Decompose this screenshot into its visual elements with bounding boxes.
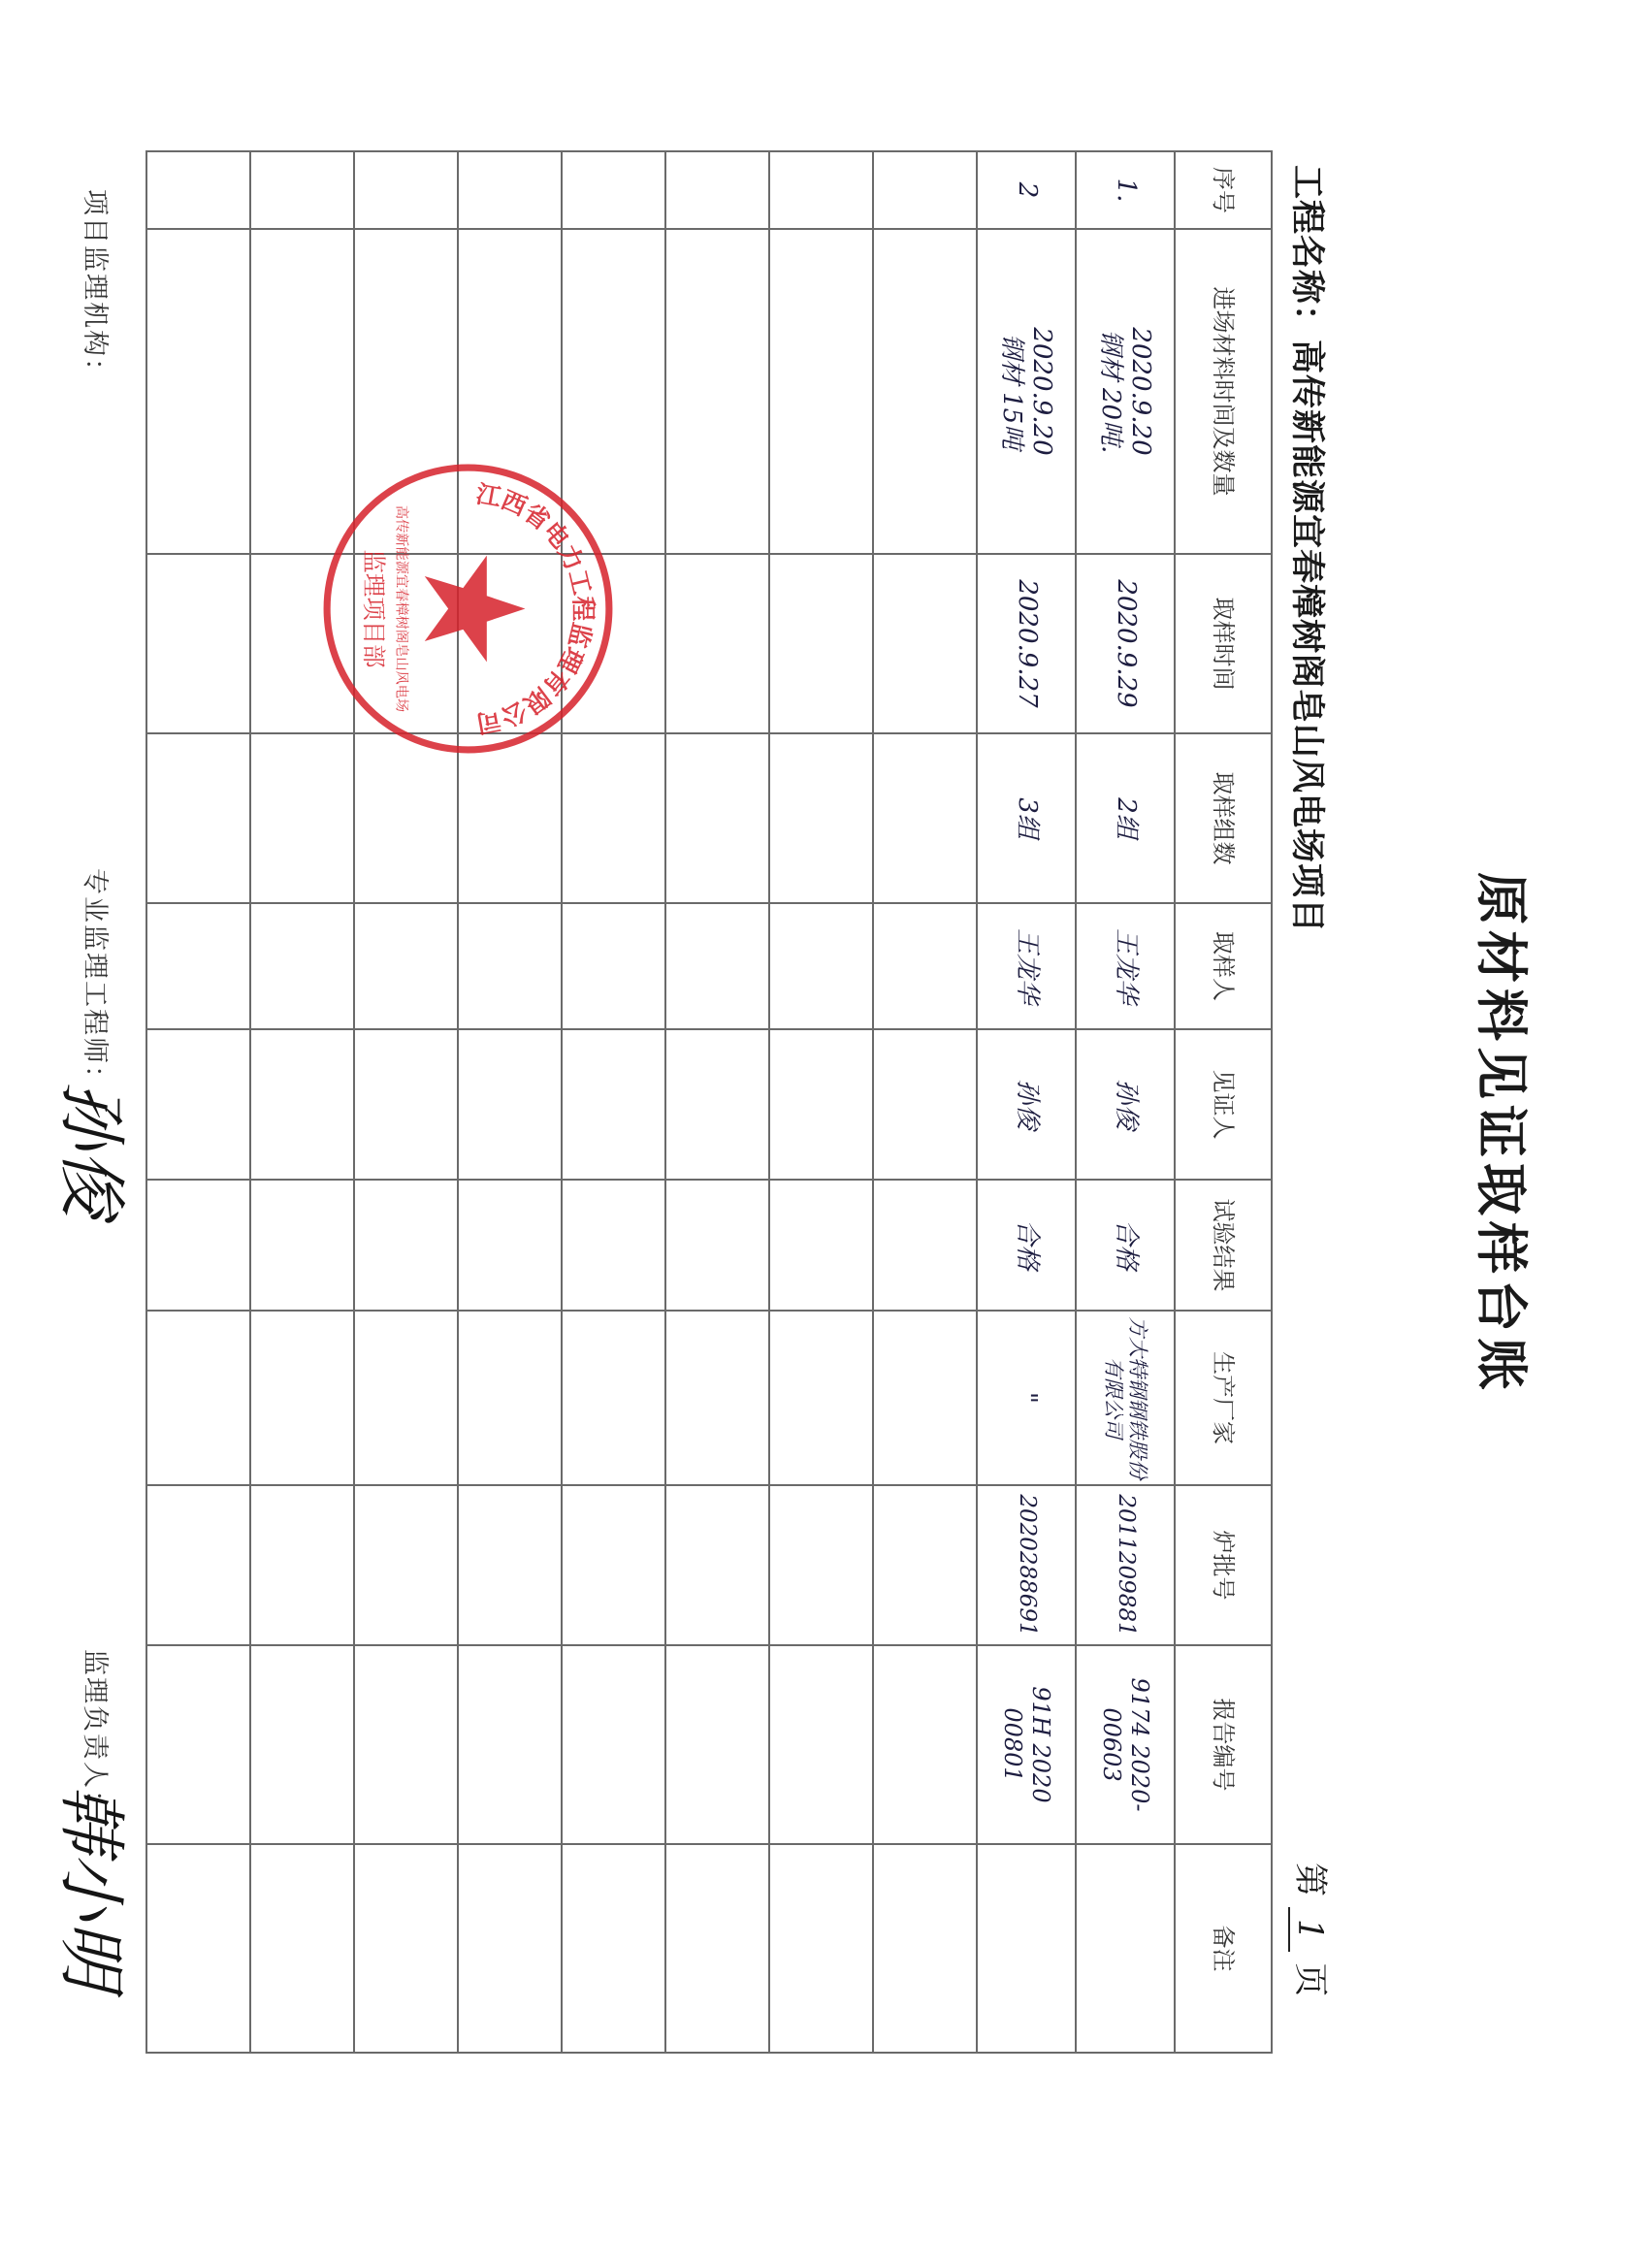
- supervision-seal-stamp: [320, 461, 616, 757]
- table-row: [562, 151, 665, 2053]
- table-row: [250, 151, 354, 2053]
- header-no: 序号: [1175, 151, 1272, 229]
- stamp-star-icon: [425, 556, 526, 663]
- table-row: [977, 151, 1076, 2053]
- table-row: [458, 151, 562, 2053]
- header-batch: 炉批号: [1175, 1485, 1272, 1645]
- ledger-body: [146, 151, 1175, 2053]
- page-suffix: 页: [1290, 1962, 1329, 1997]
- cell-sample-groups: 2组: [1076, 733, 1175, 903]
- cell-sample-groups: 3组: [977, 733, 1076, 903]
- sampling-ledger-table: [146, 150, 1273, 2054]
- cell-batch: 2011209881: [1076, 1485, 1175, 1645]
- cell-no: 1.: [1076, 151, 1175, 229]
- table-row: [769, 151, 873, 2053]
- header-sample-time: 取样时间: [1175, 554, 1272, 733]
- project-supervisor-label: 项目监理机构：: [80, 189, 110, 386]
- cell-manufacturer: 方大特钢钢铁股份有限公司: [1076, 1311, 1175, 1485]
- arrival-quantity: 钢材 15吨: [997, 333, 1026, 450]
- cell-witness: 孙俊: [1076, 1029, 1175, 1180]
- cell-manufacturer: ": [977, 1311, 1076, 1485]
- cell-sample-time: 2020.9.29: [1076, 554, 1175, 733]
- cell-witness: 孙俊: [977, 1029, 1076, 1180]
- header-arrival: 进场材料时间及数量: [1175, 229, 1272, 554]
- header-manufacturer: 生产厂家: [1175, 1311, 1272, 1485]
- cell-sampler: 王龙华: [977, 903, 1076, 1029]
- stamp-bottom-text: 监理项目部: [359, 549, 388, 668]
- cell-result: 合格: [977, 1180, 1076, 1311]
- page-indicator: [1288, 1863, 1337, 1996]
- header-remarks: 备注: [1175, 1844, 1272, 2053]
- cell-arrival: [1076, 229, 1175, 554]
- header-witness: 见证人: [1175, 1029, 1272, 1180]
- arrival-date: 2020.9.20: [1126, 327, 1156, 456]
- header-sampler: 取样人: [1175, 903, 1272, 1029]
- project-name: 高传新能源宜春樟树阁皂山风电场项目: [1287, 340, 1326, 934]
- cell-report: 9174 2020-00603: [1076, 1645, 1175, 1844]
- project-label: 工程名称：: [1287, 165, 1326, 340]
- cell-remarks: [977, 1844, 1076, 2053]
- header-sample-groups: 取样组数: [1175, 733, 1272, 903]
- document-title: 原材料见证取样台账: [1471, 872, 1532, 1396]
- cell-result: 合格: [1076, 1180, 1175, 1311]
- table-row: [873, 151, 977, 2053]
- cell-batch: 2020288691: [977, 1485, 1076, 1645]
- chief-signature: 韩小明: [51, 1785, 131, 1989]
- stamp-upper-text: 江西省电力工程监理有限公司: [473, 478, 598, 739]
- cell-remarks: [1076, 1844, 1175, 2053]
- table-row: [665, 151, 769, 2053]
- table-row: [354, 151, 458, 2053]
- cell-sampler: 王龙华: [1076, 903, 1175, 1029]
- cell-report: 91H 2020 00801: [977, 1645, 1076, 1844]
- header-report: 报告编号: [1175, 1645, 1272, 1844]
- chief-label: 监理负责人：: [80, 1649, 110, 1818]
- table-row: [146, 151, 250, 2053]
- cell-sample-time: 2020.9.27: [977, 554, 1076, 733]
- arrival-date: 2020.9.20: [1027, 327, 1057, 456]
- header-result: 试验结果: [1175, 1180, 1272, 1311]
- arrival-quantity: 钢材 20吨.: [1096, 329, 1125, 454]
- header-row: [1175, 151, 1272, 2053]
- page-prefix: 第: [1290, 1863, 1329, 1897]
- cell-arrival: [977, 229, 1076, 554]
- stamp-lower-text: 高传新能源宜春樟树阁皂山风电场: [393, 504, 409, 713]
- table-row: [1076, 151, 1175, 2053]
- cell-no: 2: [977, 151, 1076, 229]
- engineer-signature: 孙俊: [51, 1082, 131, 1217]
- project-line: [1285, 165, 1334, 933]
- engineer-label: 专业监理工程师：: [80, 868, 110, 1093]
- page-number: 1: [1288, 1907, 1329, 1952]
